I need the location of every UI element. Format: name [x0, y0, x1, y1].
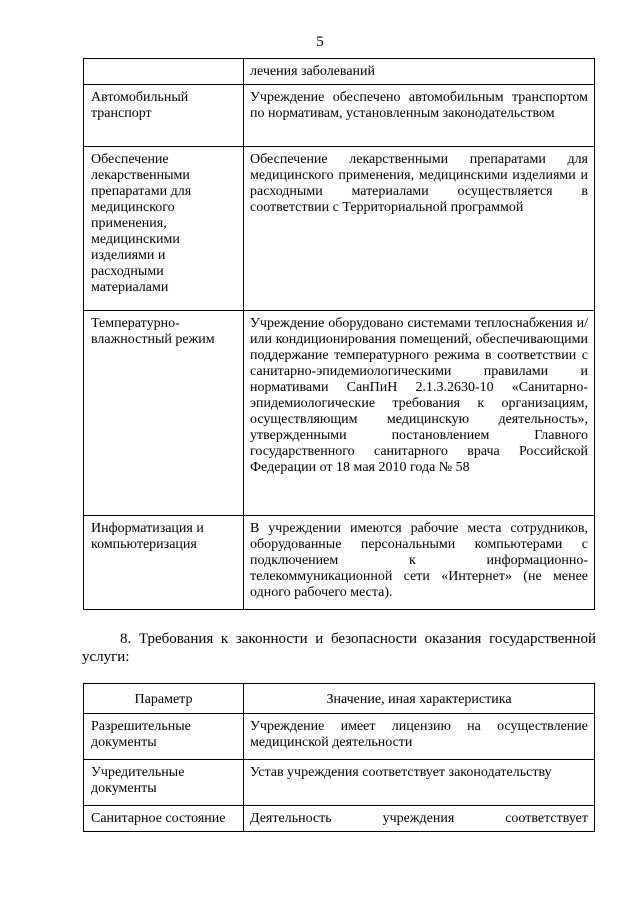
param-cell: Разрешительные документы — [84, 714, 244, 760]
table-legality-safety — [83, 683, 595, 832]
value-cell: лечения заболеваний — [244, 59, 595, 85]
table-row — [84, 147, 595, 311]
table-header-row — [84, 684, 595, 714]
value-cell: Устав учреждения соответствует законодательству — [244, 760, 595, 806]
table-row — [84, 85, 595, 147]
param-cell: Учредительные документы — [84, 760, 244, 806]
table-row — [84, 59, 595, 85]
value-cell: Обеспечение лекарственными препаратами для медицинского применения, медицинскими изделиями и расходными материалами осуществляется в соответствии с Территориальной программой — [244, 147, 595, 311]
page-number: 5 — [316, 34, 324, 50]
value-cell: Деятельность учреждения соответствует — [244, 806, 595, 832]
param-cell: Информатизация и компьютеризация — [84, 516, 244, 610]
table-row — [84, 760, 595, 806]
column-header-value: Значение, иная характеристика — [244, 684, 595, 714]
value-cell: Учреждение оборудовано системами теплоснабжения и/или кондиционирования помещений, обеспечивающими поддержание температурного режима в соответствии с санитарно-эпидемиологическими правилами и нормативами СанПиН 2.1.3.2630-10 «Санитарно-эпидемиологические требования к организациям, осуществляющим медицинскую деятельность», утвержденными постановлением Главного государственного санитарного врача Российской Федерации от 18 мая 2010 года № 58 — [244, 311, 595, 516]
table-row — [84, 806, 595, 832]
section-8-heading: 8. Требования к законности и безопасности оказания государственной услуги: — [82, 631, 596, 665]
value-cell: В учреждении имеются рабочие места сотрудников, оборудованные персональными компьютерами с подключением к информационно-телекоммуникационной сети «Интернет» (не менее одного рабочего места). — [244, 516, 595, 610]
param-cell: Санитарное состояние — [84, 806, 244, 832]
value-cell: Учреждение обеспечено автомобильным транспортом по нормативам, установленным законодательством — [244, 85, 595, 147]
param-cell: Обеспечение лекарственными препаратами для медицинского применения, медицинскими изделиями и расходными материалами — [84, 147, 244, 311]
table-service-conditions — [83, 58, 595, 610]
table-row — [84, 311, 595, 516]
param-cell: Автомобильный транспорт — [84, 85, 244, 147]
param-cell — [84, 59, 244, 85]
column-header-param: Параметр — [84, 684, 244, 714]
table-row — [84, 516, 595, 610]
param-cell: Температурно-влажностный режим — [84, 311, 244, 516]
table-row — [84, 714, 595, 760]
value-cell: Учреждение имеет лицензию на осуществление медицинской деятельности — [244, 714, 595, 760]
